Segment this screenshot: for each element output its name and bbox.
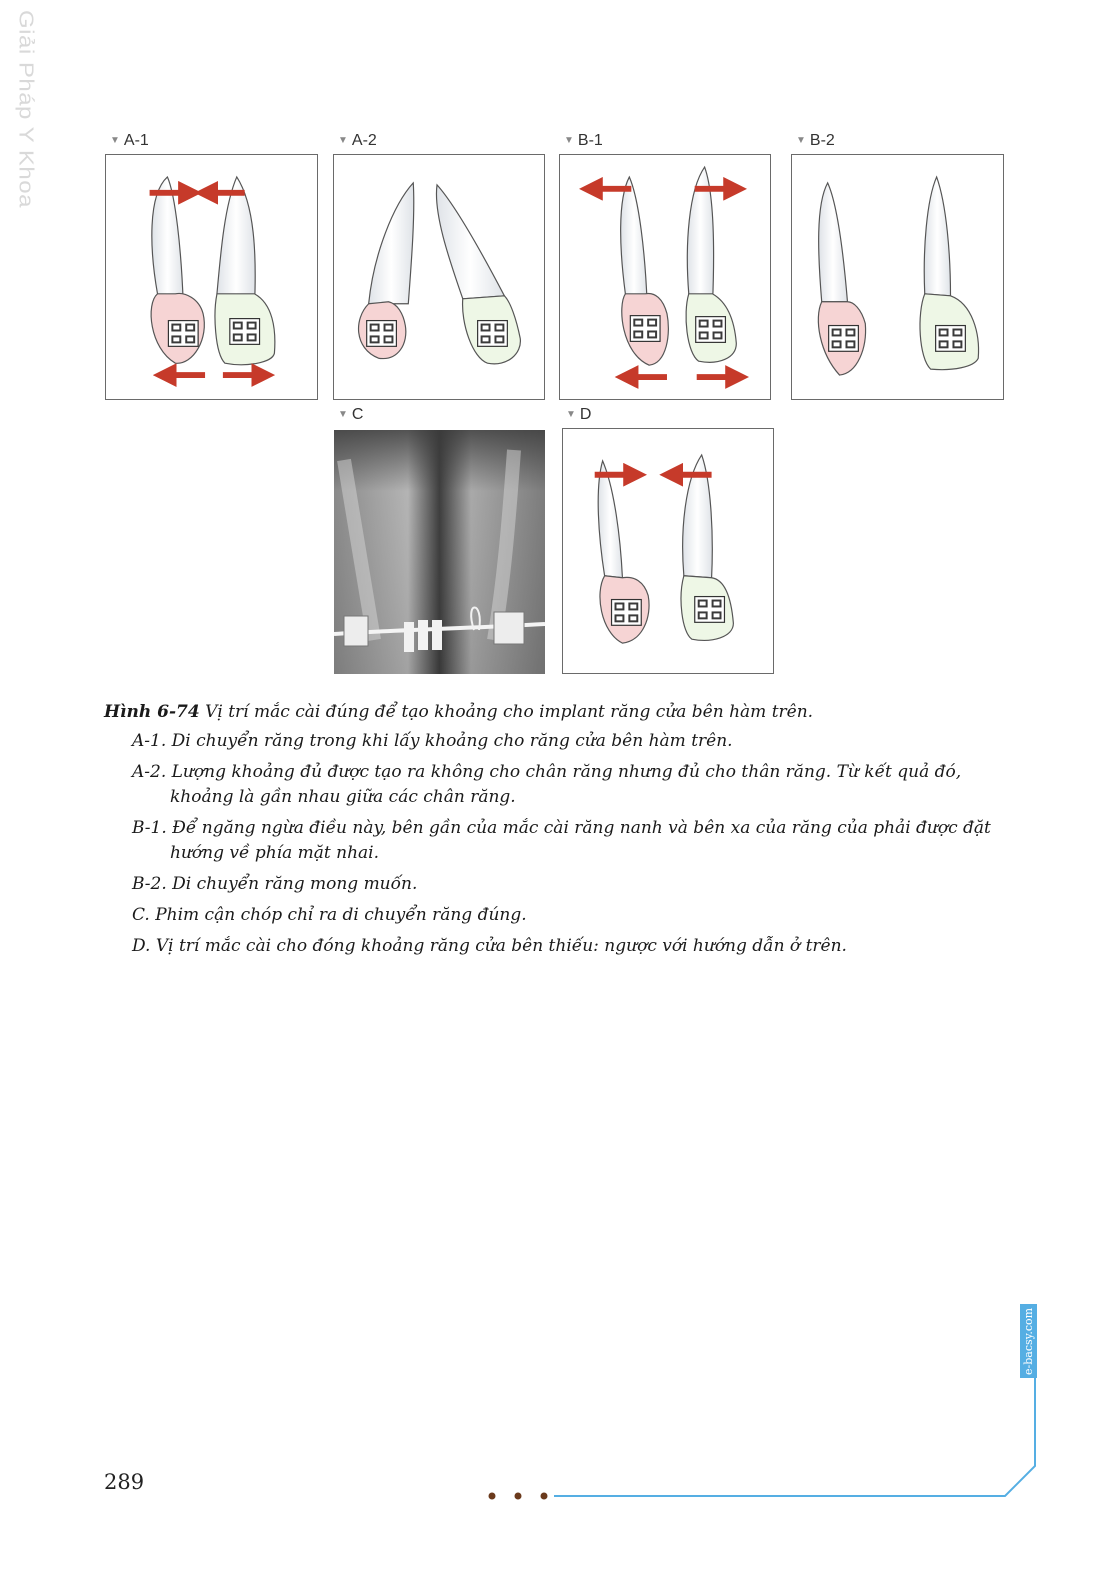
caption-item: B-1. Để ngăng ngừa điều này, bên gần của mắc cài răng nanh và bên xa của răng của phải được đặt hướng về phía mặt nhai. [132,818,991,863]
panel-label-b1: ▼ B-1 [564,132,603,149]
panel-label-c: ▼ C [338,406,364,423]
watermark-tab: e-bacsy.com [1020,1304,1037,1378]
caption-item: A-1. Di chuyển răng trong khi lấy khoảng cho răng cửa bên hàm trên. [132,731,733,751]
caption-item: A-2. Lượng khoảng đủ được tạo ra không cho chân răng nhưng đủ cho thân răng. Từ kết quả đó, khoảng là gần nhau giữa các chân răng. [132,762,962,807]
footer-dot [541,1493,548,1500]
figure-label: Hình 6-74 [104,702,200,722]
panel-b2-illustration [791,154,1004,400]
caption-item: B-2. Di chuyển răng mong muốn. [132,874,418,894]
footer-line [554,1378,1035,1496]
caption-heading [104,700,1014,725]
panel-label-b2: ▼ B-2 [796,132,835,149]
caption-items [104,729,1014,959]
panel-label-d: ▼ D [566,406,592,423]
figure-caption [104,700,1014,965]
caption-item: C. Phim cận chóp chỉ ra di chuyển răng đúng. [132,905,527,925]
panel-c-radiograph [334,430,545,674]
panel-d-illustration [562,428,774,674]
panel-a1-illustration [105,154,318,400]
caption-item: D. Vị trí mắc cài cho đóng khoảng răng cửa bên thiếu: ngược với hướng dẫn ở trên. [132,936,847,956]
panel-a2-illustration [333,154,545,400]
figure-title: Vị trí mắc cài đúng để tạo khoảng cho implant răng cửa bên hàm trên. [205,702,814,722]
side-title: Giải Pháp Y Khoa [14,10,38,208]
footer-dot [489,1493,496,1500]
footer-decoration [480,1378,1040,1508]
footer-dot [515,1493,522,1500]
panel-label-a1: ▼ A-1 [110,132,149,149]
page-number: 289 [104,1470,145,1494]
panel-label-a2: ▼ A-2 [338,132,377,149]
panel-b1-illustration [559,154,771,400]
